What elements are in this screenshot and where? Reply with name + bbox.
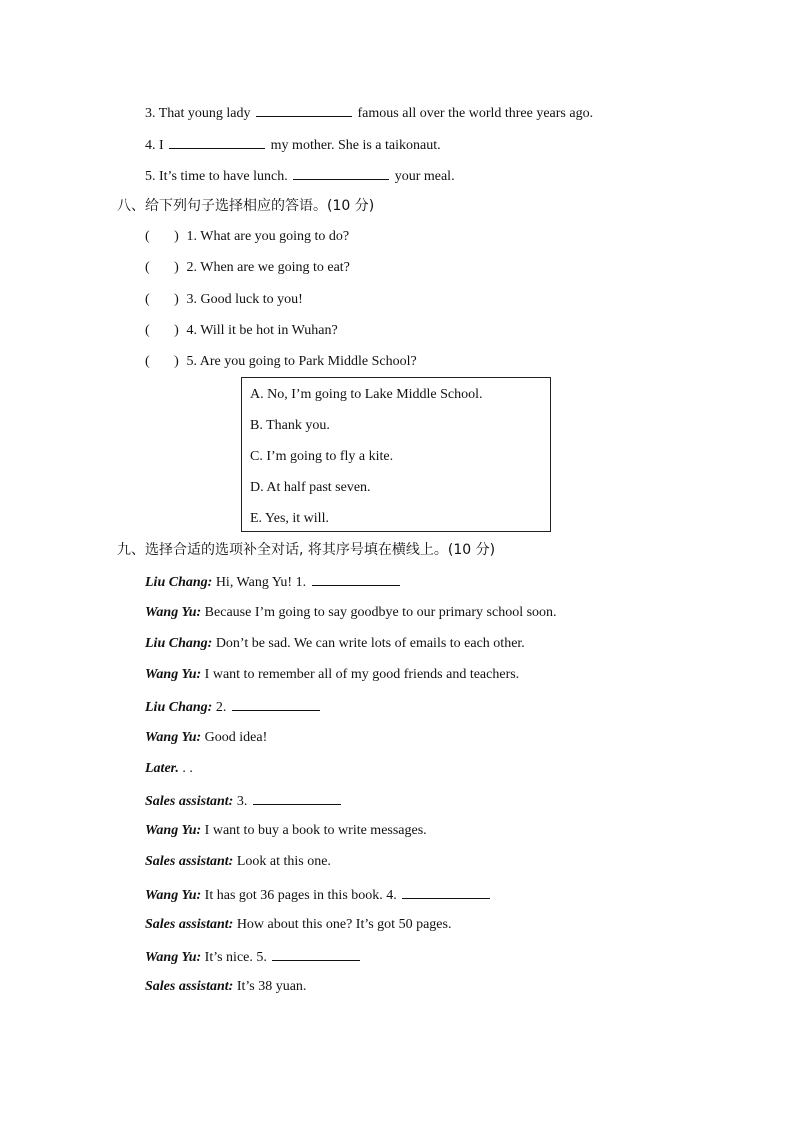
answer-blank[interactable] bbox=[293, 166, 389, 180]
speaker-name: Wang Yu: bbox=[145, 823, 202, 838]
section-8-heading: 八、给下列句子选择相应的答语。(10 分) bbox=[117, 198, 375, 214]
speaker-name: Sales assistant: bbox=[145, 854, 234, 869]
dialogue-line-10 bbox=[145, 853, 331, 871]
question-text: 2. When are we going to eat? bbox=[186, 260, 350, 275]
fill-item-text-after: your meal. bbox=[394, 169, 455, 184]
option-d: D. At half past seven. bbox=[250, 480, 371, 495]
dialogue-line-4 bbox=[145, 666, 519, 684]
question-1 bbox=[145, 228, 349, 246]
dialogue-line-11 bbox=[145, 885, 492, 905]
answer-blank[interactable] bbox=[256, 103, 352, 117]
question-2 bbox=[145, 259, 350, 277]
question-5 bbox=[145, 353, 417, 371]
option-a: A. No, I’m going to Lake Middle School. bbox=[250, 387, 483, 402]
dialogue-line-7 bbox=[145, 760, 193, 778]
speaker-name: Wang Yu: bbox=[145, 730, 202, 745]
answer-blank[interactable] bbox=[253, 791, 341, 805]
dialogue-line-8 bbox=[145, 791, 343, 811]
question-text: 1. What are you going to do? bbox=[186, 229, 350, 244]
dialogue-text: It’s nice. 5. bbox=[201, 950, 271, 965]
speaker-name: Sales assistant: bbox=[145, 979, 234, 994]
option-c: C. I’m going to fly a kite. bbox=[250, 449, 394, 464]
answer-paren[interactable]: ( ) bbox=[145, 229, 179, 244]
dialogue-text: Hi, Wang Yu! 1. bbox=[212, 575, 310, 590]
option-e: E. Yes, it will. bbox=[250, 511, 329, 526]
answer-paren[interactable]: ( ) bbox=[145, 354, 179, 369]
dialogue-line-13 bbox=[145, 947, 362, 967]
fill-item-text-after: famous all over the world three years ago. bbox=[357, 106, 594, 121]
dialogue-text: . . bbox=[178, 761, 193, 776]
speaker-name: Wang Yu: bbox=[145, 950, 202, 965]
dialogue-text: How about this one? It’s got 50 pages. bbox=[233, 917, 452, 932]
speaker-name: Liu Chang: bbox=[145, 575, 213, 590]
dialogue-text: Because I’m going to say goodbye to our primary school soon. bbox=[201, 605, 557, 620]
dialogue-line-3 bbox=[145, 635, 525, 653]
fill-item-text-before: 3. That young lady bbox=[145, 106, 251, 121]
fill-item-text-before: 5. It’s time to have lunch. bbox=[145, 169, 288, 184]
dialogue-text: 2. bbox=[212, 700, 230, 715]
speaker-name: Liu Chang: bbox=[145, 636, 213, 651]
section-9-heading: 九、选择合适的选项补全对话, 将其序号填在横线上。(10 分) bbox=[117, 542, 496, 558]
fill-item-4 bbox=[145, 135, 441, 155]
dialogue-line-5 bbox=[145, 697, 322, 717]
question-text: 5. Are you going to Park Middle School? bbox=[186, 354, 417, 369]
answer-paren[interactable]: ( ) bbox=[145, 292, 179, 307]
fill-item-5 bbox=[145, 166, 455, 186]
dialogue-line-1 bbox=[145, 572, 402, 592]
answer-blank[interactable] bbox=[169, 135, 265, 149]
speaker-name: Wang Yu: bbox=[145, 667, 202, 682]
dialogue-text: It’s 38 yuan. bbox=[233, 979, 307, 994]
fill-item-3 bbox=[145, 103, 593, 123]
dialogue-text: I want to remember all of my good friends and teachers. bbox=[201, 667, 520, 682]
option-b: B. Thank you. bbox=[250, 418, 330, 433]
fill-item-text-before: 4. I bbox=[145, 138, 164, 153]
scene-label: Later. bbox=[145, 761, 179, 776]
dialogue-line-9 bbox=[145, 822, 427, 840]
dialogue-line-2 bbox=[145, 604, 557, 622]
speaker-name: Sales assistant: bbox=[145, 794, 234, 809]
dialogue-line-12 bbox=[145, 916, 451, 934]
speaker-name: Sales assistant: bbox=[145, 917, 234, 932]
fill-item-text-after: my mother. She is a taikonaut. bbox=[270, 138, 441, 153]
options-box bbox=[241, 377, 551, 532]
question-text: 3. Good luck to you! bbox=[186, 292, 303, 307]
speaker-name: Wang Yu: bbox=[145, 888, 202, 903]
speaker-name: Liu Chang: bbox=[145, 700, 213, 715]
question-text: 4. Will it be hot in Wuhan? bbox=[186, 323, 338, 338]
answer-paren[interactable]: ( ) bbox=[145, 323, 179, 338]
dialogue-text: Good idea! bbox=[201, 730, 268, 745]
dialogue-text: It has got 36 pages in this book. 4. bbox=[201, 888, 401, 903]
answer-blank[interactable] bbox=[232, 697, 320, 711]
answer-blank[interactable] bbox=[402, 885, 490, 899]
question-4 bbox=[145, 322, 338, 340]
dialogue-line-6 bbox=[145, 729, 267, 747]
answer-blank[interactable] bbox=[312, 572, 400, 586]
answer-paren[interactable]: ( ) bbox=[145, 260, 179, 275]
dialogue-line-14 bbox=[145, 978, 306, 996]
dialogue-text: I want to buy a book to write messages. bbox=[201, 823, 427, 838]
dialogue-text: Look at this one. bbox=[233, 854, 331, 869]
speaker-name: Wang Yu: bbox=[145, 605, 202, 620]
question-3 bbox=[145, 291, 303, 309]
dialogue-text: 3. bbox=[233, 794, 251, 809]
dialogue-text: Don’t be sad. We can write lots of emails to each other. bbox=[212, 636, 525, 651]
answer-blank[interactable] bbox=[272, 947, 360, 961]
